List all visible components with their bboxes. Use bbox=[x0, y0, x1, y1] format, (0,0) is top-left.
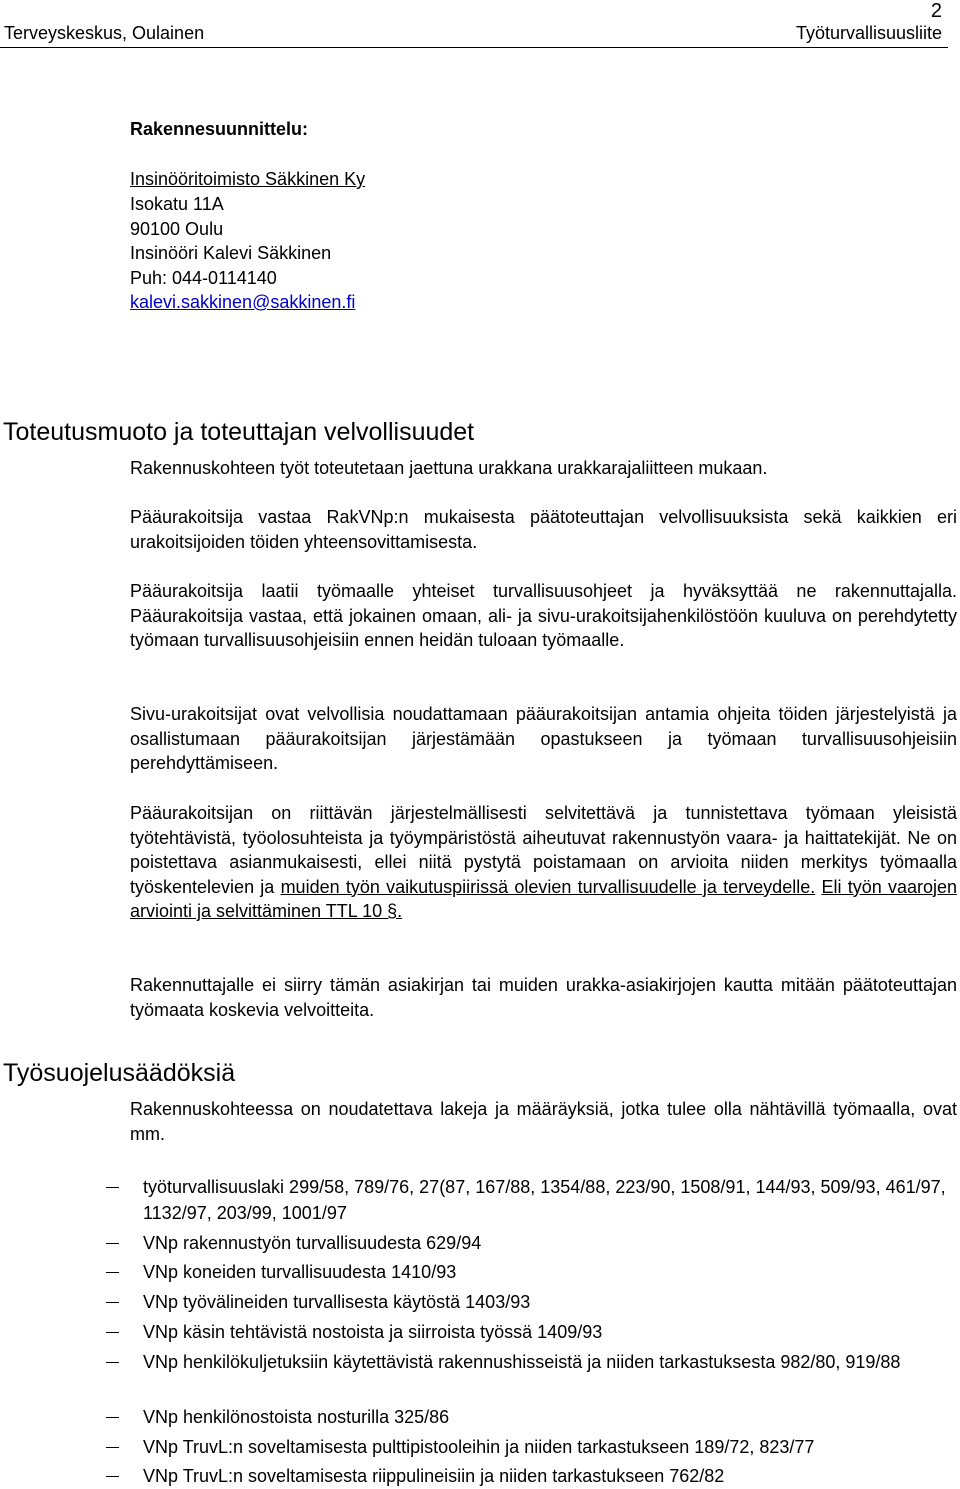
list-item bbox=[106, 1289, 960, 1315]
design-company: Insinööritoimisto Säkkinen Ky bbox=[130, 169, 366, 189]
page-number: 2 bbox=[930, 0, 942, 22]
dash-bullet-icon bbox=[106, 1417, 119, 1418]
paragraph-regulations-intro: Rakennuskohteessa on noudatettava lakeja ja määräyksiä, jotka tulee olla nähtävillä työmaalla, ovat mm. bbox=[130, 1099, 957, 1144]
list-item bbox=[106, 1230, 960, 1256]
list-item bbox=[106, 1259, 960, 1285]
paragraph-client-obligations: Rakennuttajalle ei siirry tämän asiakirjan tai muiden urakka-asiakirjojen kautta mitään päätoteuttajan työmaata koskevia velvoitteita. bbox=[130, 975, 957, 1020]
list-item-text: VNp koneiden turvallisuudesta 1410/93 bbox=[143, 1262, 457, 1282]
header-location: Terveyskeskus, Oulainen bbox=[4, 23, 205, 43]
section-heading-implementation: Toteutusmuoto ja toteuttajan velvollisuudet bbox=[3, 418, 475, 446]
paragraph-risk-assessment bbox=[130, 801, 957, 924]
list-item-text: VNp työvälineiden turvallisesta käytöstä 1403/93 bbox=[143, 1292, 531, 1312]
list-item bbox=[106, 1319, 960, 1345]
list-item bbox=[106, 1349, 960, 1375]
header-document-title: Työturvallisuusliite bbox=[795, 23, 942, 43]
design-person: Insinööri Kalevi Säkkinen bbox=[130, 243, 332, 263]
list-item bbox=[106, 1404, 960, 1430]
dash-bullet-icon bbox=[106, 1187, 119, 1188]
list-item-text: VNp henkilönostoista nosturilla 325/86 bbox=[143, 1407, 450, 1427]
dash-bullet-icon bbox=[106, 1476, 119, 1477]
risk-text: Pääurakoitsijan on riittävän järjestelmällisesti selvitettävä ja tunnistettava työmaan yleisistä työtehtävistä, työolosuhteista ja työympäristöstä aiheutuvat rakennustyön vaara- ja haittatekijät. Ne on poistettava asianmukaisesti, ellei niitä pystytä poistamaan on arvioita niiden merkitys työmaalla työskentelevien ja bbox=[130, 803, 957, 897]
dash-bullet-icon bbox=[106, 1332, 119, 1333]
paragraph-main-contractor-duties: Pääurakoitsija vastaa RakVNp:n mukaisesta päätoteuttajan velvollisuuksista sekä kaikkien eri urakoitsijoiden töiden yhteensovittamisesta. bbox=[130, 507, 957, 552]
list-item-text: VNp henkilökuljetuksiin käytettävistä rakennushisseistä ja niiden tarkastuksesta 982/80, 919/88 bbox=[143, 1352, 901, 1372]
design-street: Isokatu 11A bbox=[130, 194, 224, 214]
header-divider bbox=[0, 47, 948, 48]
paragraph-side-contractors: Sivu-urakoitsijat ovat velvollisia noudattamaan pääurakoitsijan antamia ohjeita töiden järjestelyistä ja osallistumaan pääurakoitsijan järjestämään opastukseen ja työmaan turvallisuusohjeisiin perehdyttämiseen. bbox=[130, 704, 957, 773]
paragraph-safety-instructions: Pääurakoitsija laatii työmaalle yhteiset turvallisuusohjeet ja hyväksyttää ne rakennuttajalla. Pääurakoitsija vastaa, että jokainen omaan, ali- ja sivu-urakoitsijahenkilöstöön kuuluva on perehdytetty työmaan turvallisuusohjeisiin ennen heidän tuloaan työmaalle. bbox=[130, 581, 957, 650]
dash-bullet-icon bbox=[106, 1362, 119, 1363]
design-email-link[interactable]: kalevi.sakkinen@sakkinen.fi bbox=[130, 292, 356, 312]
dash-bullet-icon bbox=[106, 1447, 119, 1448]
risk-text-underlined: muiden työn vaikutuspiirissä olevien turvallisuudelle ja terveydelle. bbox=[280, 876, 816, 897]
risk-assessment-reference: Eli työn vaarojen arviointi ja selvittäminen TTL 10 §. bbox=[130, 876, 957, 921]
design-phone: Puh: 044-0114140 bbox=[130, 268, 277, 288]
list-item-text: työturvallisuuslaki 299/58, 789/76, 27(87, 167/88, 1354/88, 223/90, 1508/91, 144/93, 509/93, 461/97, 1132/97, 203/99, 1001/97 bbox=[143, 1177, 946, 1223]
list-item-text: VNp TruvL:n soveltamisesta pulttipistooleihin ja niiden tarkastukseen 189/72, 823/77 bbox=[143, 1437, 815, 1457]
list-item-text: VNp rakennustyön turvallisuudesta 629/94 bbox=[143, 1233, 482, 1253]
dash-bullet-icon bbox=[106, 1302, 119, 1303]
list-item-text: VNp käsin tehtävistä nostoista ja siirroista työssä 1409/93 bbox=[143, 1322, 603, 1342]
design-city: 90100 Oulu bbox=[130, 219, 224, 239]
section-heading-regulations: Työsuojelusäädöksiä bbox=[3, 1059, 236, 1087]
list-item-text: VNp TruvL:n soveltamisesta riippulineisiin ja niiden tarkastukseen 762/82 bbox=[143, 1466, 725, 1486]
list-item bbox=[106, 1174, 960, 1226]
dash-bullet-icon bbox=[106, 1272, 119, 1273]
paragraph-contract-form: Rakennuskohteen työt toteutetaan jaettuna urakkana urakkarajaliitteen mukaan. bbox=[130, 458, 768, 478]
design-heading: Rakennesuunnittelu: bbox=[130, 119, 309, 139]
list-item bbox=[106, 1463, 960, 1489]
list-item bbox=[106, 1434, 960, 1460]
dash-bullet-icon bbox=[106, 1243, 119, 1244]
